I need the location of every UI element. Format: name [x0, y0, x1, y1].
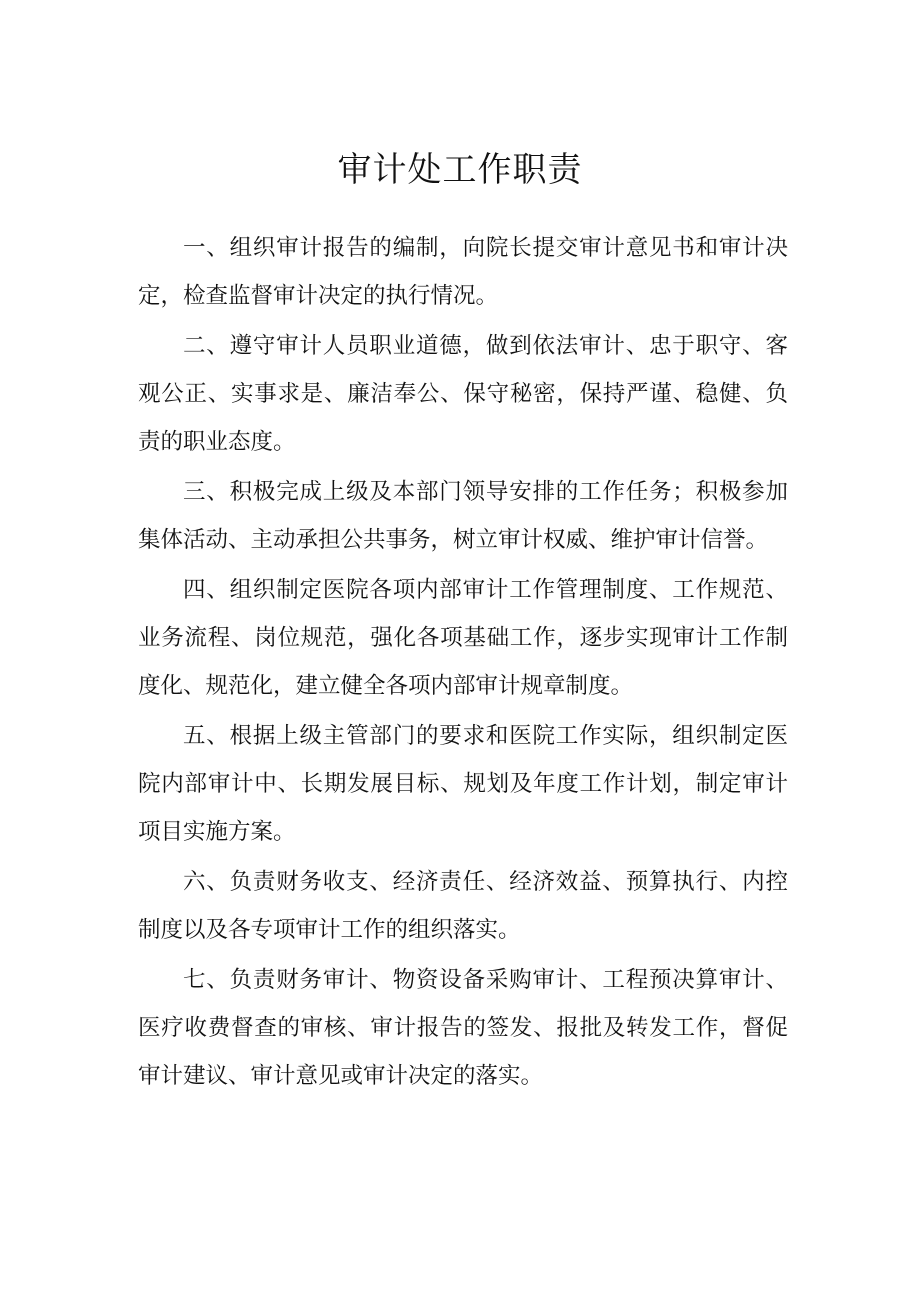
- clause-1: 一、组织审计报告的编制，向院长提交审计意见书和审计决定，检查监督审计决定的执行情况。: [138, 235, 788, 309]
- clause-3: 三、积极完成上级及本部门领导安排的工作任务；积极参加集体活动、主动承担公共事务，树立审计权威、维护审计信誉。: [138, 479, 788, 553]
- page-title: 审计处工作职责: [337, 150, 583, 190]
- clause-4: 四、组织制定医院各项内部审计工作管理制度、工作规范、业务流程、岗位规范，强化各项基础工作，逐步实现审计工作制度化、规范化，建立健全各项内部审计规章制度。: [138, 577, 788, 699]
- clause-5: 五、根据上级主管部门的要求和医院工作实际，组织制定医院内部审计中、长期发展目标、规划及年度工作计划，制定审计项目实施方案。: [138, 723, 788, 845]
- clause-6: 六、负责财务收支、经济责任、经济效益、预算执行、内控制度以及各专项审计工作的组织落实。: [138, 869, 788, 943]
- document-body: [138, 224, 788, 1102]
- clause-7: 七、负责财务审计、物资设备采购审计、工程预决算审计、医疗收费督查的审核、审计报告的签发、报批及转发工作，督促审计建议、审计意见或审计决定的落实。: [138, 967, 788, 1089]
- clause-2: 二、遵守审计人员职业道德，做到依法审计、忠于职守、客观公正、实事求是、廉洁奉公、保守秘密，保持严谨、稳健、负责的职业态度。: [138, 333, 788, 455]
